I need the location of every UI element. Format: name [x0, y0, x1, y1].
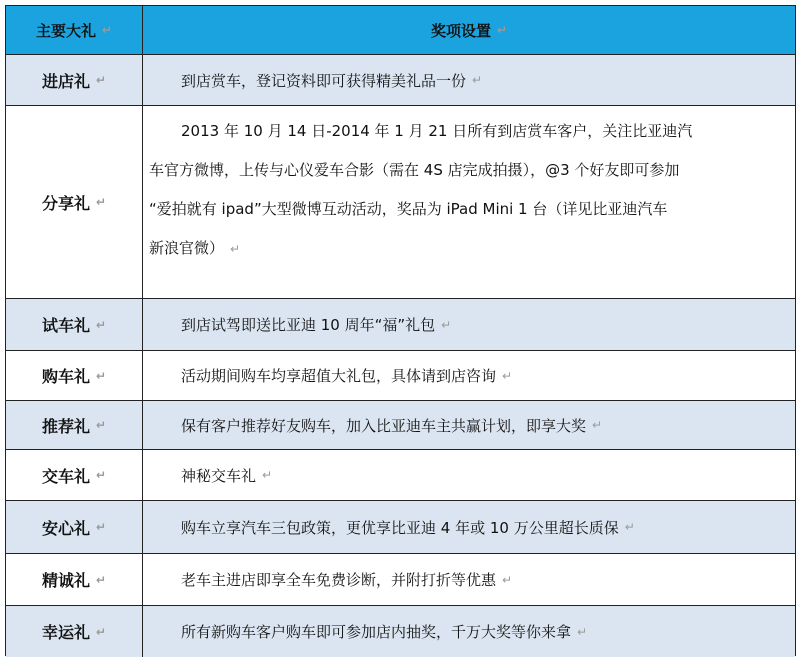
header-prize-settings-label: 奖项设置	[430, 21, 491, 40]
row-label-cell	[6, 554, 143, 606]
paragraph-mark-icon: ↵	[472, 73, 483, 87]
row-label: 推荐礼	[41, 416, 90, 436]
row-content-line: 2013 年 10 月 14 日-2014 年 1 月 21 日所有到店赏车客户，关注比亚迪汽	[181, 122, 693, 140]
row-content-cell	[143, 450, 795, 501]
row-content-cell	[143, 299, 795, 351]
paragraph-mark-icon: ↵	[95, 418, 107, 432]
row-content-cell	[143, 401, 795, 450]
paragraph-mark-icon: ↵	[95, 73, 107, 87]
row-content-cell	[143, 554, 795, 606]
row-label-cell	[6, 351, 143, 401]
row-content-line-text: 新浪官微）	[149, 239, 225, 257]
paragraph-mark-icon: ↵	[95, 468, 107, 482]
paragraph-mark-icon: ↵	[95, 520, 107, 534]
row-label-cell	[6, 501, 143, 554]
paragraph-mark-icon: ↵	[95, 195, 107, 209]
paragraph-mark-icon: ↵	[95, 624, 107, 639]
header-prize-settings	[143, 6, 795, 55]
row-label-cell	[6, 606, 143, 657]
row-content-cell	[143, 606, 795, 657]
row-content: 到店试驾即送比亚迪 10 周年“福”礼包	[181, 316, 436, 334]
row-label: 购车礼	[41, 367, 90, 386]
row-content: 活动期间购车均享超值大礼包，具体请到店咨询	[181, 367, 497, 385]
row-content: 神秘交车礼	[181, 466, 257, 485]
row-content-line	[143, 229, 795, 268]
paragraph-mark-icon: ↵	[101, 23, 113, 37]
row-content-line: “爱拍就有 ipad”大型微博互动活动，奖品为 iPad Mini 1 台（详见比亚迪汽车	[149, 200, 668, 218]
paragraph-mark-icon: ↵	[95, 368, 107, 383]
paragraph-mark-icon: ↵	[496, 23, 508, 37]
row-label: 幸运礼	[41, 623, 90, 642]
row-content: 所有新购车客户购车即可参加店内抽奖，千万大奖等你来拿	[181, 623, 572, 641]
row-label-cell	[6, 299, 143, 351]
row-content-cell	[143, 501, 795, 554]
row-content-line: 车官方微博，上传与心仪爱车合影（需在 4S 店完成拍摄），@3 个好友即可参加	[149, 161, 680, 179]
row-content-cell	[143, 106, 795, 299]
paragraph-mark-icon: ↵	[502, 572, 513, 587]
paragraph-mark-icon: ↵	[577, 624, 588, 639]
paragraph-mark-icon: ↵	[230, 242, 241, 256]
paragraph-mark-icon: ↵	[624, 520, 635, 534]
row-label-cell	[6, 55, 143, 106]
row-label-cell	[6, 401, 143, 450]
row-content: 保有客户推荐好友购车，加入比亚迪车主共赢计划，即享大奖	[181, 416, 587, 435]
row-label: 交车礼	[41, 466, 90, 486]
paragraph-mark-icon: ↵	[262, 468, 273, 482]
row-label-cell	[6, 450, 143, 501]
paragraph-mark-icon: ↵	[502, 368, 513, 383]
row-label: 进店礼	[41, 71, 90, 91]
paragraph-mark-icon: ↵	[95, 317, 107, 332]
prize-table	[5, 5, 796, 656]
row-label: 试车礼	[41, 316, 90, 335]
row-content: 购车立享汽车三包政策，更优享比亚迪 4 年或 10 万公里超长质保	[181, 518, 619, 537]
row-label: 分享礼	[41, 193, 90, 213]
row-content: 到店赏车，登记资料即可获得精美礼品一份	[181, 71, 467, 90]
row-content-cell	[143, 55, 795, 106]
row-label-cell	[6, 106, 143, 299]
row-content: 老车主进店即享全车免费诊断，并附打折等优惠	[181, 571, 497, 589]
paragraph-mark-icon: ↵	[95, 572, 107, 587]
paragraph-mark-icon: ↵	[441, 317, 452, 332]
row-label: 安心礼	[41, 518, 90, 538]
row-label: 精诚礼	[41, 571, 90, 590]
header-main-gifts	[6, 6, 143, 55]
row-content-cell	[143, 351, 795, 401]
header-main-gifts-label: 主要大礼	[35, 21, 96, 40]
paragraph-mark-icon: ↵	[592, 418, 603, 432]
